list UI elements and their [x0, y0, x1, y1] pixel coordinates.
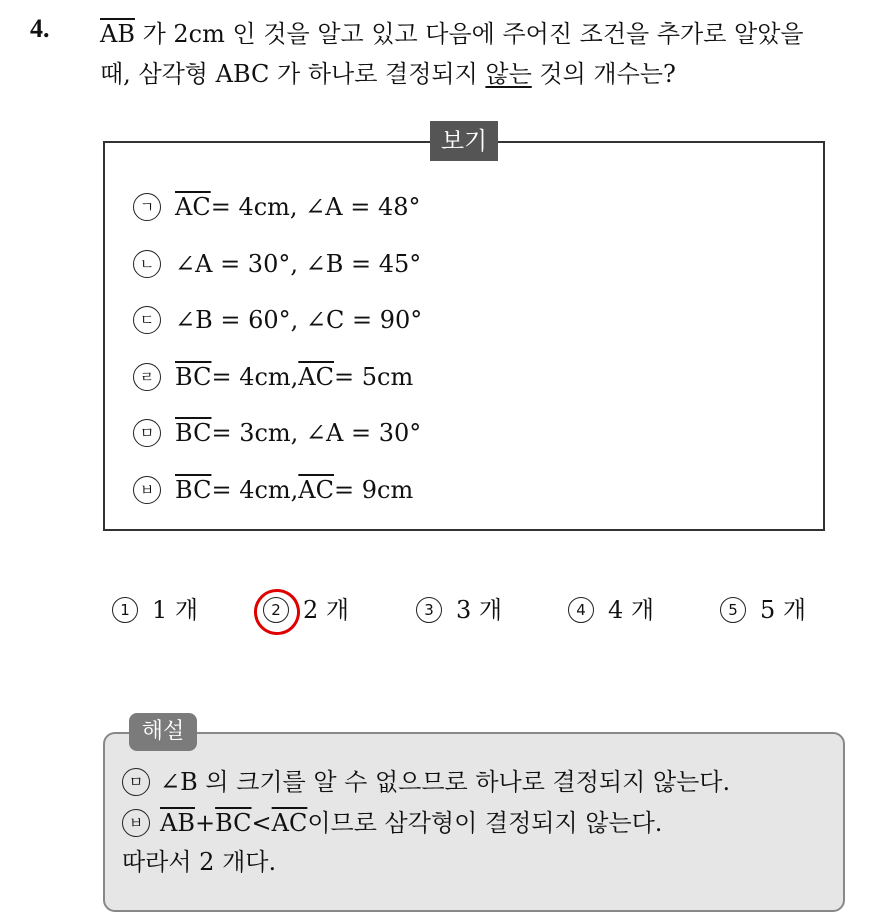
choice-label: 4 개 — [608, 596, 655, 624]
choice-4[interactable] — [568, 592, 654, 628]
segment: $\overline{AC}$ — [175, 193, 211, 221]
condition-mark: ㄱ — [133, 193, 161, 221]
operator: < — [251, 809, 272, 837]
condition-text: = 5cm — [334, 363, 414, 391]
condition-mark: ㄷ — [133, 306, 161, 334]
choice-number: 2 — [263, 597, 289, 623]
solution-mark: ㅂ — [122, 809, 150, 837]
choice-3[interactable] — [416, 592, 502, 628]
question-number: 4. — [30, 14, 50, 43]
choice-number: 4 — [568, 597, 594, 623]
choice-number: 1 — [112, 597, 138, 623]
condition-mark: ㅂ — [133, 476, 161, 504]
condition-text: = 3cm, ∠A = 30° — [211, 419, 422, 447]
choice-label: 1 개 — [152, 596, 199, 624]
condition-text: = 9cm — [334, 476, 414, 504]
question-line2-start: 때, 삼각형 ABC 가 하나로 결정되지 — [100, 60, 486, 88]
condition-text: = 4cm, ∠A = 48° — [210, 193, 421, 221]
condition-2 — [133, 247, 421, 281]
condition-text: = 4cm, — [211, 363, 299, 391]
underlined-word: 않는 — [485, 60, 532, 88]
choice-number: 5 — [720, 597, 746, 623]
condition-5 — [133, 416, 421, 450]
condition-4 — [133, 360, 413, 394]
question-line1: 가 2cm 인 것을 알고 있고 다음에 주어진 조건을 추가로 알았을 — [134, 20, 804, 48]
condition-text: = 4cm, — [211, 476, 299, 504]
segment: $\overline{BC}$ — [175, 419, 212, 447]
solution-text: 이므로 삼각형이 결정되지 않는다. — [307, 809, 663, 837]
condition-3 — [133, 303, 422, 337]
solution-line-3 — [122, 845, 276, 879]
choice-label: 5 개 — [760, 596, 807, 624]
segment: $\overline{AB}$ — [160, 809, 195, 837]
condition-1 — [133, 190, 421, 224]
segment: $\overline{AC}$ — [271, 809, 308, 837]
question-text — [100, 14, 870, 94]
choice-1[interactable] — [112, 592, 198, 628]
segment-ab: $\overline{AB}$ — [100, 20, 135, 48]
segment: $\overline{BC}$ — [175, 476, 212, 504]
condition-mark: ㅁ — [133, 419, 161, 447]
answer-circle-mark — [250, 585, 303, 638]
condition-mark: ㄴ — [133, 250, 161, 278]
choice-5[interactable] — [720, 592, 806, 628]
choice-label: 2 개 — [303, 596, 350, 624]
choice-number: 3 — [416, 597, 442, 623]
solution-text: 따라서 2 개다. — [122, 848, 277, 876]
question-line2-end: 것의 개수는? — [531, 60, 676, 88]
solution-line-2 — [122, 806, 662, 840]
condition-text: ∠B = 60°, ∠C = 90° — [175, 306, 423, 334]
segment: $\overline{BC}$ — [215, 809, 252, 837]
condition-text: ∠A = 30°, ∠B = 45° — [175, 250, 422, 278]
segment: $\overline{AC}$ — [298, 476, 334, 504]
solution-label: 해설 — [129, 713, 197, 751]
choice-2[interactable] — [263, 592, 349, 628]
choice-label: 3 개 — [456, 596, 503, 624]
segment: $\overline{AC}$ — [298, 363, 334, 391]
operator: + — [194, 809, 216, 837]
condition-mark: ㄹ — [133, 363, 161, 391]
solution-line-1 — [122, 765, 730, 799]
bogi-label: 보기 — [430, 121, 498, 161]
solution-text: ∠B 의 크기를 알 수 없으므로 하나로 결정되지 않는다. — [160, 768, 731, 796]
solution-mark: ㅁ — [122, 768, 150, 796]
condition-6 — [133, 473, 413, 507]
segment: $\overline{BC}$ — [175, 363, 212, 391]
